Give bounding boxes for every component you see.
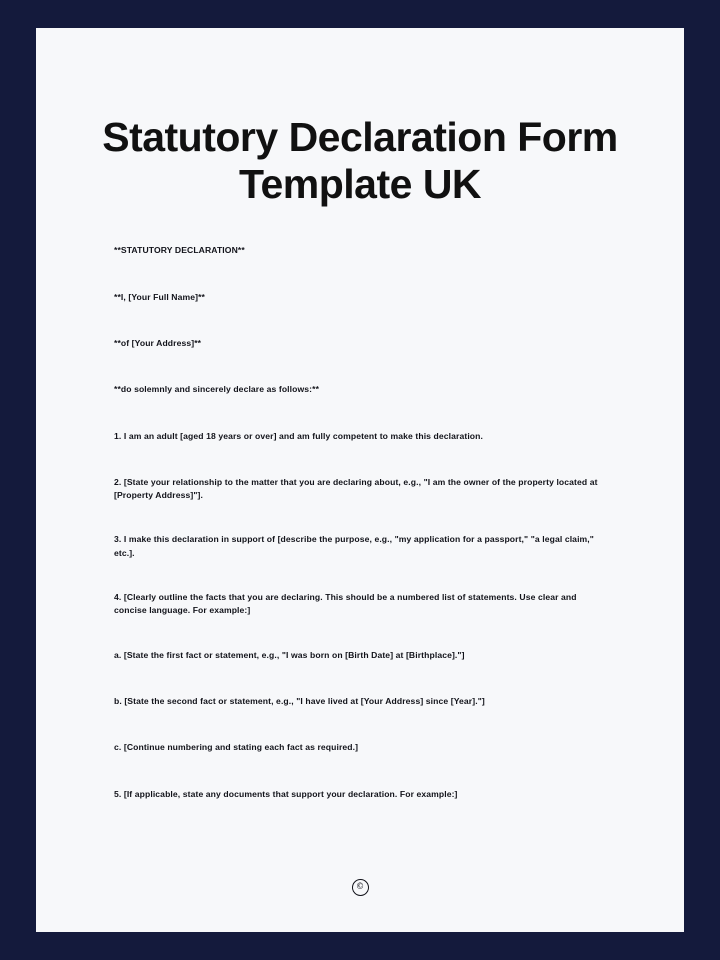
paragraph-item-1: 1. I am an adult [aged 18 years or over] and am fully competent to make this declaration. bbox=[114, 430, 483, 441]
paragraph-item-3: 3. I make this declaration in support of [describe the purpose, e.g., "my application for a passport," "a legal claim," etc.]. bbox=[114, 534, 594, 558]
paragraph-declare-intro: **do solemnly and sincerely declare as follows:** bbox=[114, 384, 320, 395]
paragraph-item-4: 4. [Clearly outline the facts that you are declaring. This should be a numbered list of statements. Use clear and concise language. For example:] bbox=[114, 592, 577, 616]
paragraph-item-4c: c. [Continue numbering and stating each fact as required.] bbox=[114, 742, 359, 753]
paragraph-item-5: 5. [If applicable, state any documents that support your declaration. For example:] bbox=[114, 788, 458, 799]
paragraph-declaration-heading: **STATUTORY DECLARATION** bbox=[114, 245, 245, 256]
document-page bbox=[36, 28, 684, 932]
paragraph-item-2: 2. [State your relationship to the matter that you are declaring about, e.g., "I am the owner of the property located at [Property Address]"]. bbox=[114, 476, 598, 501]
paragraph-item-4a: a. [State the first fact or statement, e.g., "I was born on [Birth Date] at [Birthplace]."] bbox=[114, 649, 465, 660]
page-title: Statutory Declaration Form Template UK bbox=[102, 114, 618, 208]
paragraph-full-name: **I, [Your Full Name]** bbox=[114, 291, 205, 302]
copyright-icon: © bbox=[352, 879, 369, 896]
footer bbox=[36, 876, 684, 896]
paragraph-item-4b: b. [State the second fact or statement, e.g., "I have lived at [Your Address] since [Year]."] bbox=[114, 696, 485, 707]
paragraph-address: **of [Your Address]** bbox=[114, 337, 202, 348]
document-body bbox=[36, 208, 684, 801]
